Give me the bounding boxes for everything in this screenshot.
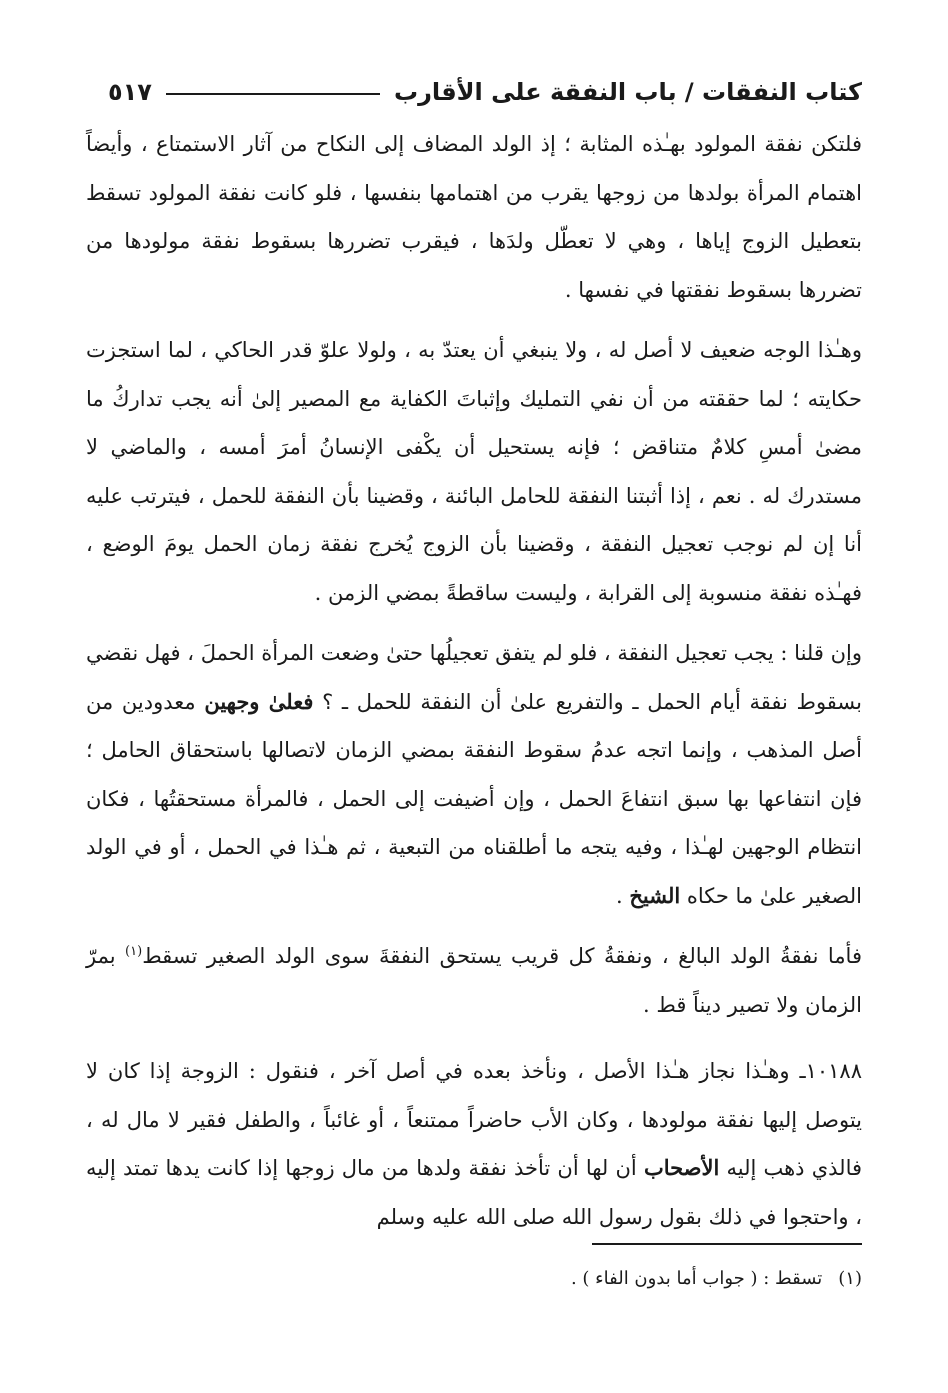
footnote-number: (١) bbox=[838, 1268, 862, 1289]
paragraph-2: وهـٰذا الوجه ضعيف لا أصل له ، ولا ينبغي أن يعتدّ به ، ولولا علوّ قدر الحاكي ، لما استجزت حكايته ؛ لما حققته من أن نفي التمليك وإثباتَ الكفاية مع المصير إلىٰ أنه يجب تداركُ ما مضىٰ أمسِ كلامٌ متناقض ؛ فإنه يستحيل أن يكْفى الإنسانُ أمرَ أمسه ، والماضي لا مستدرك له . نعم ، إذا أثبتنا النفقة للحامل البائنة ، وقضينا بأن النفقة للحمل ، فيترتب عليه أنا إن لم نوجب تعجيل النفقة ، وقضينا بأن الزوج يُخرج نفقة زمان الحمل يومَ الوضع ، فهـٰذه نفقة منسوبة إلى القرابة ، وليست ساقطةً بمضي الزمن . bbox=[86, 338, 862, 605]
footnote-reference[interactable]: (١) bbox=[125, 944, 143, 959]
section-number: ١٠١٨٨ـ bbox=[789, 1059, 862, 1083]
paragraph-3-text-c: . bbox=[615, 883, 630, 908]
running-header bbox=[108, 72, 862, 112]
paragraph-5 bbox=[86, 1047, 862, 1241]
paragraph-1: فلتكن نفقة المولود بهـٰذه المثابة ؛ إذ الولد المضاف إلى النكاح من آثار الاستمتاع ، وأيضاً اهتمام المرأة بولدها من زوجها يقرب من اهتمامها بنفسها ، فلو كانت نفقة المولود تسقط بتعطيل الزوج إياها ، وهي لا تعطّل ولدَها ، فيقرب تضررها بسقوط نفقة مولودها من تضررها بسقوط نفقتها في نفسها . bbox=[86, 132, 862, 302]
footnote-separator bbox=[592, 1243, 862, 1245]
paragraph-4-text-a: فأما نفقةُ الولد البالغ ، ونفقةُ كل قريب يستحق النفقةَ سوى الولد الصغير تسقط bbox=[142, 944, 862, 968]
paragraph-3-bold-a: فعلىٰ وجهين bbox=[204, 688, 314, 714]
paragraph-5-text-b: أن لها أن تأخذ نفقة ولدها من مال زوجها إذا كانت يدها تمتد إليه ، واحتجوا في ذلك بقول رسول الله صلى الله عليه وسلم bbox=[86, 1156, 862, 1229]
paragraph-3 bbox=[86, 629, 862, 920]
paragraph-5-bold: الأصحاب bbox=[643, 1155, 720, 1180]
footnote-text: تسقط : ( جواب أما بدون الفاء ) . bbox=[570, 1268, 823, 1289]
paragraph-3-bold-b: الشيخ bbox=[629, 882, 681, 908]
paragraph-4 bbox=[86, 932, 862, 1029]
paragraph-3-text-b: معدودين من أصل المذهب ، وإنما اتجه عدمُ سقوط النفقة بمضي الزمان لاتصالها باستحقاق الحامل ؛ فإن انتفاعها بها سبق انتفاعَ الحمل ، وإن أضيفت إلى الحمل ، فالمرأة مستحقتُها ، فكان انتظام الوجهين لهـٰذا ، وفيه يتجه ما أطلقناه من التبعية ، ثم هـٰذا في الحمل ، أو في الولد الصغير علىٰ ما حكاه bbox=[86, 689, 862, 908]
footnote bbox=[86, 1264, 862, 1294]
header-rule bbox=[166, 93, 380, 95]
paragraph-4-text-b: بمرّ الزمان ولا تصير ديناً قط . bbox=[86, 944, 862, 1017]
paragraph-3-text-a: وإن قلنا : يجب تعجيل النفقة ، فلو لم يتفق تعجيلُها حتىٰ وضعت المرأة الحملَ ، فهل نقضي بسقوط نفقة أيام الحمل ـ والتفريع علىٰ أن النفقة للحمل ـ ؟ bbox=[86, 641, 863, 714]
header-title: كتاب النفقات / باب النفقة على الأقارب bbox=[394, 78, 862, 106]
paragraph-5-text-a: وهـٰذا نجاز هـٰذا الأصل ، ونأخذ بعده في أصل آخر ، فنقول : الزوجة إذا كان لا يتوصل إليها نفقة مولودها ، وكان الأب حاضراً ممتنعاً ، أو غائباً ، والطفل فقير لا مال له ، فالذي ذهب إليه bbox=[86, 1059, 863, 1180]
main-text bbox=[86, 120, 862, 1253]
page-number: ٥١٧ bbox=[108, 78, 152, 106]
